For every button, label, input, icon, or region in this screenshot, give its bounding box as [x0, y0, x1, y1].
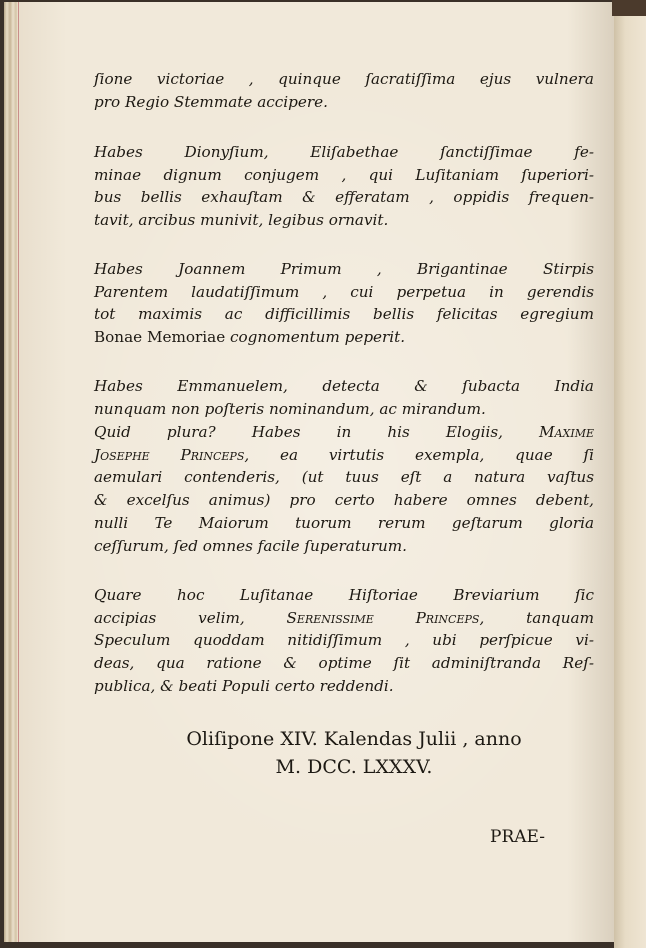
serenissime-princeps-smallcaps: Serenissime Princeps [286, 608, 480, 627]
paragraph-5 [94, 421, 594, 557]
p5-line-1 [94, 421, 594, 444]
p6-line-2 [94, 607, 594, 630]
p2-line-1: Habes Dionyſium, Eliſabethae ſanctiſſimae fe- [94, 143, 594, 161]
p5-line-3: aemulari contenderis, (ut tuus eſt a natura vaſtus [94, 468, 594, 487]
paragraph-3 [94, 258, 594, 349]
p5-line-1-text: Quid plura? Habes in his Elogiis, [94, 423, 503, 441]
maxime-smallcaps: Maxime [539, 423, 594, 441]
p6-line-5: publica, & beati Populi certo reddendi. [94, 676, 394, 695]
p3-line-2: Parentem laudatiſſimum , cui perpetua in gerendis [94, 282, 594, 301]
paragraph-1 [94, 68, 594, 113]
p2-line-3: bus bellis exhauſtam & efferatam , oppidis frequen- [94, 188, 594, 207]
p1-line-2: pro Regio Stemmate accipere. [94, 92, 328, 111]
josephe-princeps-smallcaps: Josephe Princeps [94, 445, 245, 464]
catchword: PRAE- [490, 827, 545, 847]
dateline-place: Oliſipone XIV. Kalendas Julii , anno [186, 728, 522, 750]
p5-line-2 [94, 444, 594, 467]
paragraph-4 [94, 375, 594, 420]
p5-line-6: ceſſurum, ſed omnes facile ſuperaturum. [94, 536, 408, 555]
p3-line-1: Habes Joannem Primum , Brigantinae Stirpis [94, 260, 594, 278]
facing-page-gutter [614, 14, 646, 948]
p2-line-4: tavit, arcibus munivit, legibus ornavit. [94, 211, 389, 230]
p5-line-2-text: , ea virtutis exempla, quae ſi [244, 445, 594, 464]
dateline-year: M. DCC. LXXXV. [275, 756, 433, 778]
p3-line-4 [94, 326, 594, 349]
p3-italic-phrase: cognomentum peperit. [230, 328, 406, 347]
p5-line-5: nulli Te Maiorum tuorum rerum geſtarum gloria [94, 513, 594, 532]
binding-spine [612, 0, 646, 16]
page-edges [4, 2, 19, 942]
p4-line-2: nunquam non poſteris nominandum, ac mirandum. [94, 399, 486, 418]
paragraph-2 [94, 141, 594, 232]
p2-line-2: minae dignum conjugem , qui Luſitaniam ſuperiori- [94, 165, 594, 184]
p6-line-1: Quare hoc Luſitanae Hiſtoriae Breviarium ſic [94, 586, 594, 604]
p6-line-2-text-b: , tanquam [479, 608, 594, 627]
p5-line-4: & excelſus animus) pro certo habere omnes debent, [94, 491, 594, 510]
p3-roman-phrase: Bonae Memoriae [94, 328, 226, 347]
paragraph-6 [94, 584, 594, 698]
p1-line-1: ſione victoriae , quinque ſacratiſſima ejus vulnera [94, 70, 594, 88]
p6-line-2-text-a: accipias velim, [94, 608, 245, 627]
p6-line-3: Speculum quoddam nitidiſſimum , ubi perſpicue vi- [94, 631, 594, 650]
p6-line-4: deas, qua ratione & optime ſit adminiſtranda Reſ- [94, 654, 594, 673]
p4-line-1: Habes Emmanuelem, detecta & ſubacta India [94, 377, 594, 395]
p3-line-3: tot maximis ac difficillimis bellis felicitas egregium [94, 305, 594, 324]
